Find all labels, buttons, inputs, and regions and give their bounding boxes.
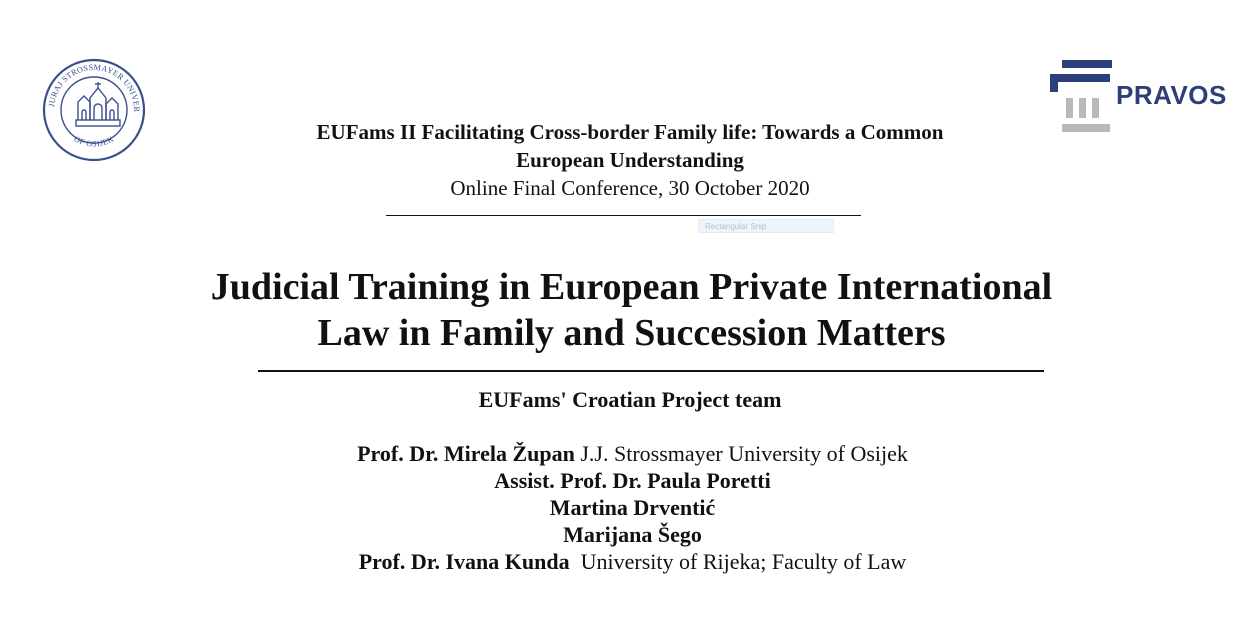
people-list <box>220 440 1045 575</box>
conference-divider <box>386 215 861 216</box>
svg-text:OF OSIJEK: OF OSIJEK <box>72 134 116 149</box>
presentation-title-line1: Judicial Training in European Private International <box>210 266 1053 308</box>
person-affiliation: University of Rijeka; Faculty of Law <box>580 549 907 574</box>
university-seal-icon <box>40 58 148 162</box>
person-name: Prof. Dr. Ivana Kunda <box>358 549 570 574</box>
person-affiliation: J.J. Strossmayer University of Osijek <box>580 441 908 466</box>
pravos-logo-icon <box>1048 60 1112 134</box>
person-name: Assist. Prof. Dr. Paula Poretti <box>494 468 771 493</box>
person-row <box>220 521 1045 548</box>
conference-heading <box>230 118 1030 202</box>
person-name: Prof. Dr. Mirela Župan <box>357 441 575 466</box>
person-row <box>220 548 1045 575</box>
svg-text:JOSIP JURAJ STROSSMAYER UNIVER: JURAJ STROSSMAYER UNIVER <box>47 62 142 113</box>
title-divider <box>258 370 1044 372</box>
presentation-title <box>60 264 1203 356</box>
snip-tool-text: Rectangular Snip <box>705 222 767 231</box>
conference-title-line1: EUFams II Facilitating Cross-border Family life: Towards a Common <box>316 120 944 144</box>
presentation-title-line2: Law in Family and Succession Matters <box>317 312 946 354</box>
person-row <box>220 494 1045 521</box>
pravos-logo-text: PRAVOS <box>1116 80 1227 110</box>
university-seal-logo <box>40 58 148 162</box>
person-name: Marijana Šego <box>563 522 702 547</box>
team-heading: EUFams' Croatian Project team <box>478 387 782 412</box>
conference-title-line2: European Understanding <box>516 148 744 172</box>
conference-subtitle: Online Final Conference, 30 October 2020 <box>450 176 810 200</box>
snip-tool-label <box>698 219 834 233</box>
person-row <box>220 440 1045 467</box>
person-row <box>220 467 1045 494</box>
person-name: Martina Drventić <box>549 495 716 520</box>
